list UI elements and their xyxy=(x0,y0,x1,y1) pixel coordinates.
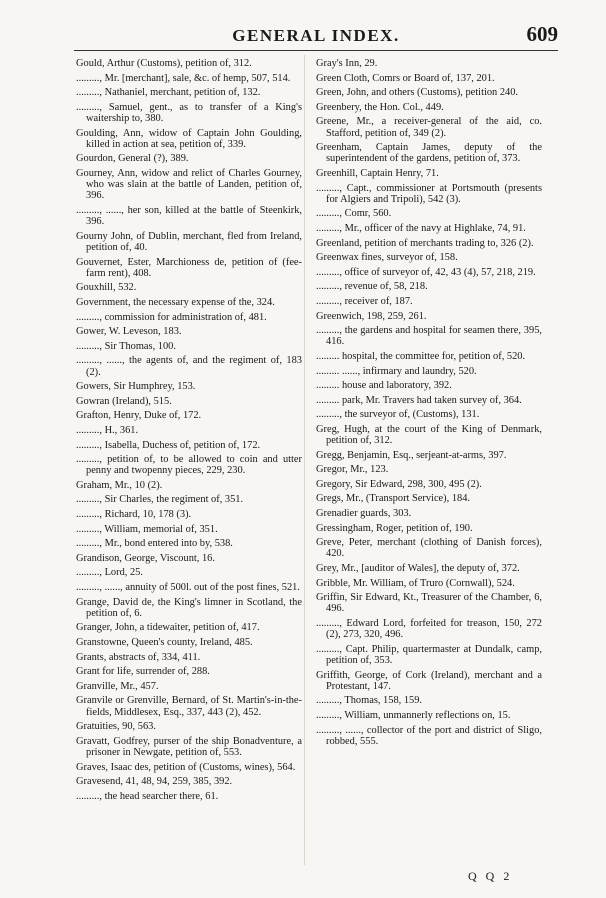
signature-mark: Q Q 2 xyxy=(468,869,513,883)
index-entry: ........., Nathaniel, merchant, petition of, 132. xyxy=(76,87,261,99)
index-entry: Gowran (Ireland), 515. xyxy=(76,395,172,407)
index-entry: ........., William, unmannerly reflections on, 15. xyxy=(316,710,511,721)
index-entry: Gouxhill, 532. xyxy=(76,282,137,294)
index-entry: ........., Samuel, gent., as to transfer of a King's waitership to, 380. xyxy=(76,101,302,124)
index-entry: Goulding, Ann, widow of Captain John Goulding, killed in action at sea, petition of, 339. xyxy=(76,127,302,150)
index-entry: Granvile or Grenville, Bernard, of St. Martin's-in-the-fields, Middlesex, Esq., 337, 443 (2), 452. xyxy=(76,695,302,718)
index-column-left xyxy=(76,58,302,805)
index-entry: Grafton, Henry, Duke of, 172. xyxy=(76,410,202,422)
index-entry: ........., Sir Thomas, 100. xyxy=(76,340,176,352)
index-entry: Gregg, Benjamin, Esq., serjeant-at-arms, 397. xyxy=(316,449,507,461)
header-rule xyxy=(74,50,558,51)
index-entry: ........., revenue of, 58, 218. xyxy=(316,281,428,293)
index-column-right xyxy=(316,58,542,750)
index-entry: Greenhill, Captain Henry, 71. xyxy=(316,167,439,179)
index-entry: ........., William, memorial of, 351. xyxy=(76,523,218,535)
index-entry: ........., ......, her son, killed at the battle of Steenkirk, 396. xyxy=(76,204,302,228)
index-entry: Gowers, Sir Humphrey, 153. xyxy=(76,381,196,393)
index-entry: ........., Capt., commissioner at Portsmouth (presents for Algiers and Tripoli), 542 (3). xyxy=(316,182,542,205)
index-entry: Grenadier guards, 303. xyxy=(316,508,412,520)
index-entry: ........., Sir Charles, the regiment of, 351. xyxy=(76,494,244,506)
index-entry: Gouvernet, Ester, Marchioness de, petition of (fee-farm rent), 408. xyxy=(76,256,302,279)
index-entry: ........., ......, annuity of 500l. out of the post fines, 521. xyxy=(76,582,300,594)
index-entry: Greenland, petition of merchants trading to, 326 (2). xyxy=(316,237,534,249)
index-entry: Granger, John, a tidewaiter, petition of, 417. xyxy=(76,622,260,634)
page-header xyxy=(74,20,558,46)
index-entry: Gould, Arthur (Customs), petition of, 312. xyxy=(76,58,252,69)
index-entry: Grey, Mr., [auditor of Wales], the deputy of, 372. xyxy=(316,563,520,575)
index-entry: ........., the gardens and hospital for seamen there, 395, 416. xyxy=(316,325,542,348)
index-entry: ......... ......, infirmary and laundry, 520. xyxy=(316,365,477,377)
index-entry: ........., Thomas, 158, 159. xyxy=(316,695,423,707)
index-entry: Gourney, Ann, widow and relict of Charles Gourney, who was slain at the battle of Landen, petition of, 396. xyxy=(76,167,302,202)
index-entry: ........., Comr, 560. xyxy=(316,208,392,220)
index-entry: Government, the necessary expense of the, 324. xyxy=(76,296,275,308)
index-entry: ........., petition of, to be allowed to coin and utter penny and twopenny pieces, 229, 230. xyxy=(76,454,302,477)
index-entry: Gratuities, 90, 563. xyxy=(76,721,156,733)
index-entry: Gregs, Mr., (Transport Service), 184. xyxy=(316,493,471,505)
index-entry: ........., ......, collector of the port and district of Sligo, robbed, 555. xyxy=(316,724,542,747)
index-entry: Griffith, George, of Cork (Ireland), merchant and a Protestant, 147. xyxy=(316,669,542,692)
index-entry: Grant for life, surrender of, 288. xyxy=(76,666,210,678)
index-entry: Granstowne, Queen's county, Ireland, 485. xyxy=(76,637,253,649)
index-entry: ........., Edward Lord, forfeited for treason, 150, 272 (2), 273, 320, 496. xyxy=(316,618,542,641)
running-title: GENERAL INDEX. xyxy=(232,26,400,45)
index-entry: ........., the head searcher there, 61. xyxy=(76,790,219,802)
index-entry: Greenwax fines, surveyor of, 158. xyxy=(316,252,458,264)
index-entry: Grants, abstracts of, 334, 411. xyxy=(76,651,201,663)
index-entry: Granville, Mr., 457. xyxy=(76,680,159,692)
index-entry: ........., the surveyor of, (Customs), 131. xyxy=(316,409,480,421)
index-entry: Gourny John, of Dublin, merchant, fled from Ireland, petition of, 40. xyxy=(76,230,302,253)
index-entry: ........., office of surveyor of, 42, 43 (4), 57, 218, 219. xyxy=(316,266,536,278)
index-entry: ........., Mr. [merchant], sale, &c. of hemp, 507, 514. xyxy=(76,72,291,84)
page-number: 609 xyxy=(526,22,558,46)
index-entry: Greve, Peter, merchant (clothing of Danish forces), 420. xyxy=(316,537,542,560)
index-entry: Green, John, and others (Customs), petition 240. xyxy=(316,87,519,99)
index-entry: Greene, Mr., a receiver-general of the aid, co. Stafford, petition of, 349 (2). xyxy=(316,116,542,139)
index-entry: ......... house and laboratory, 392. xyxy=(316,380,452,392)
index-entry: Graham, Mr., 10 (2). xyxy=(76,479,163,491)
index-entry: ........., Richard, 10, 178 (3). xyxy=(76,509,192,521)
index-entry: Greenwich, 198, 259, 261. xyxy=(316,310,427,322)
index-entry: ........., commission for administration of, 481. xyxy=(76,311,267,323)
index-entry: ........., Mr., officer of the navy at Highlake, 74, 91. xyxy=(316,222,526,234)
index-entry: Greenham, Captain James, deputy of the superintendent of the gardens, petition of, 373. xyxy=(316,142,542,165)
column-divider xyxy=(304,55,305,865)
index-entry: Grandison, George, Viscount, 16. xyxy=(76,552,215,564)
index-entry: ........., ......, the agents of, and the regiment of, 183 (2). xyxy=(76,355,302,378)
index-entry: Gourdon, General (?), 389. xyxy=(76,153,189,165)
index-entry: Gower, W. Leveson, 183. xyxy=(76,326,182,338)
index-entry: Gregor, Mr., 123. xyxy=(316,464,389,476)
index-entry: ........., Capt. Philip, quartermaster at Dundalk, camp, petition of, 353. xyxy=(316,643,542,667)
index-entry: Gregory, Sir Edward, 298, 300, 495 (2). xyxy=(316,478,482,490)
index-entry: ......... hospital, the committee for, petition of, 520. xyxy=(316,350,526,362)
index-entry: Greenbery, the Hon. Col., 449. xyxy=(316,101,444,113)
index-entry: Gray's Inn, 29. xyxy=(316,58,378,69)
index-entry: Gravesend, 41, 48, 94, 259, 385, 392. xyxy=(76,776,233,788)
index-entry: ........., Lord, 25. xyxy=(76,567,143,579)
index-entry: ........., Mr., bond entered into by, 538. xyxy=(76,538,233,550)
index-entry: ........., receiver of, 187. xyxy=(316,295,413,307)
index-entry: Gressingham, Roger, petition of, 190. xyxy=(316,522,473,534)
index-entry: Graves, Isaac des, petition of (Customs, wines), 564. xyxy=(76,761,296,773)
index-entry: Greg, Hugh, at the court of the King of Denmark, petition of, 312. xyxy=(316,423,542,447)
index-entry: ........., H., 361. xyxy=(76,424,139,436)
index-entry: Green Cloth, Comrs or Board of, 137, 201. xyxy=(316,72,495,84)
index-entry: ......... park, Mr. Travers had taken survey of, 364. xyxy=(316,394,522,406)
index-entry: ........., Isabella, Duchess of, petition of, 172. xyxy=(76,439,261,451)
index-entry: Gribble, Mr. William, of Truro (Cornwall), 524. xyxy=(316,577,515,589)
index-entry: Grange, David de, the King's limner in Scotland, the petition of, 6. xyxy=(76,596,302,619)
index-entry: Griffin, Sir Edward, Kt., Treasurer of the Chamber, 6, 496. xyxy=(316,592,542,615)
index-entry: Gravatt, Godfrey, purser of the ship Bonadventure, a prisoner in Newgate, petition of, 553. xyxy=(76,735,302,758)
